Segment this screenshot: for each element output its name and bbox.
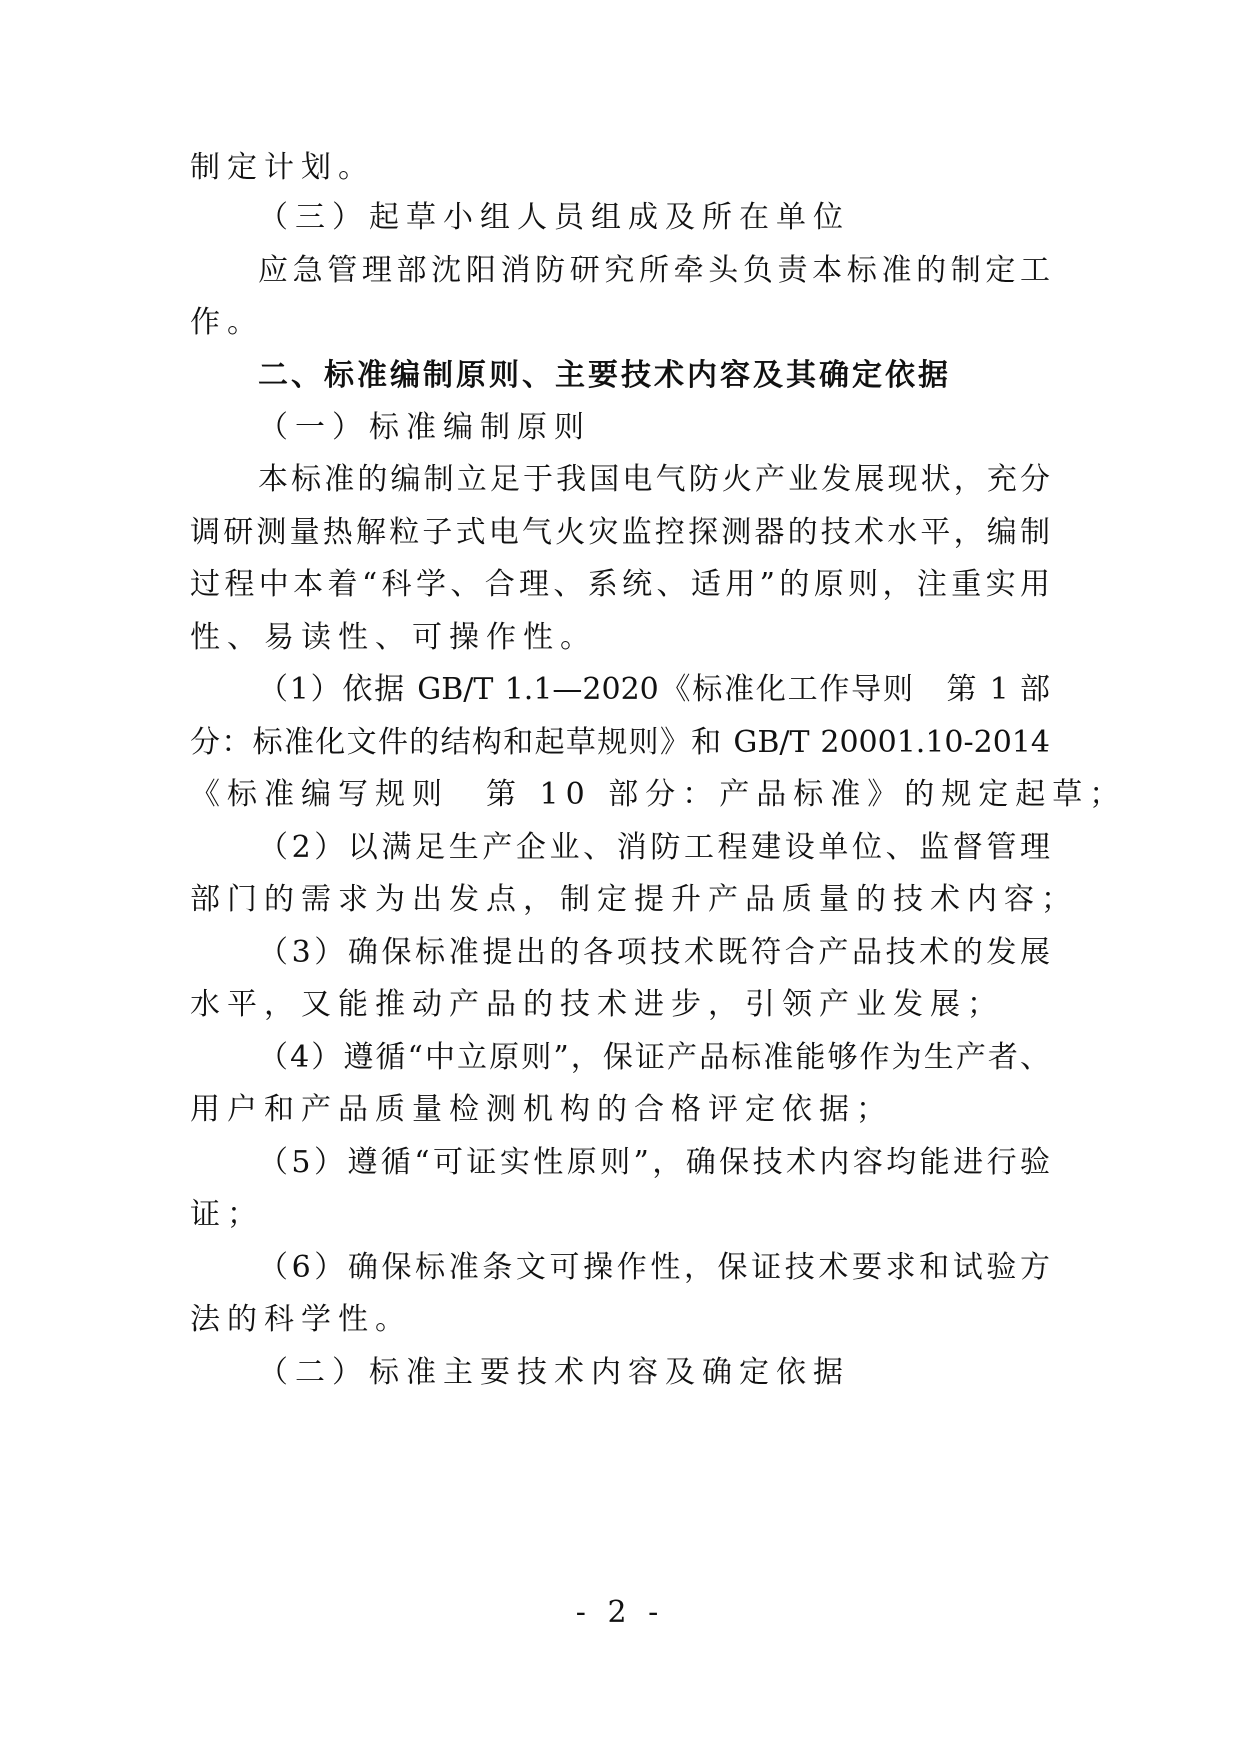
text-line: 过程中本着“科学、合理、系统、适用”的原则，注重实用: [190, 567, 1050, 602]
text-line: 制定计划。: [190, 150, 375, 185]
text-line: 部门的需求为出发点，制定提升产品质量的技术内容；: [190, 882, 1078, 917]
list-item: （1）依据 GB/T 1.1—2020《标准化工作导则 第 1 部: [258, 672, 1050, 707]
list-item: （3）确保标准提出的各项技术既符合产品技术的发展: [258, 935, 1050, 970]
text-line: 用户和产品质量检测机构的合格评定依据；: [190, 1092, 893, 1127]
section-heading: 二、标准编制原则、主要技术内容及其确定依据: [258, 358, 951, 393]
section-subheading: （一）标准编制原则: [258, 410, 591, 445]
text-line: 性、易读性、可操作性。: [190, 620, 597, 655]
section-subheading: （三）起草小组人员组成及所在单位: [258, 200, 850, 235]
text-line: 证；: [190, 1197, 264, 1232]
list-item: （5）遵循“可证实性原则”，确保技术内容均能进行验: [258, 1145, 1050, 1180]
list-item: （2）以满足生产企业、消防工程建设单位、监督管理: [258, 830, 1050, 865]
text-line: 分：标准化文件的结构和起草规则》和 GB/T 20001.10-2014: [190, 725, 1050, 760]
text-line: 水平，又能推动产品的技术进步，引领产业发展；: [190, 987, 1004, 1022]
page-number: - 2 -: [575, 1595, 665, 1630]
text-line: 《标准编写规则 第 10 部分：产品标准》的规定起草；: [190, 777, 1127, 812]
text-line: 作。: [190, 305, 264, 340]
text-line: 法的科学性。: [190, 1302, 412, 1337]
text-line: 应急管理部沈阳消防研究所牵头负责本标准的制定工: [258, 253, 1050, 288]
list-item: （4）遵循“中立原则”，保证产品标准能够作为生产者、: [258, 1040, 1050, 1075]
text-line: 调研测量热解粒子式电气火灾监控探测器的技术水平，编制: [190, 515, 1050, 550]
list-item: （6）确保标准条文可操作性，保证技术要求和试验方: [258, 1250, 1050, 1285]
text-line: 本标准的编制立足于我国电气防火产业发展现状，充分: [258, 462, 1050, 497]
section-subheading: （二）标准主要技术内容及确定依据: [258, 1355, 850, 1390]
